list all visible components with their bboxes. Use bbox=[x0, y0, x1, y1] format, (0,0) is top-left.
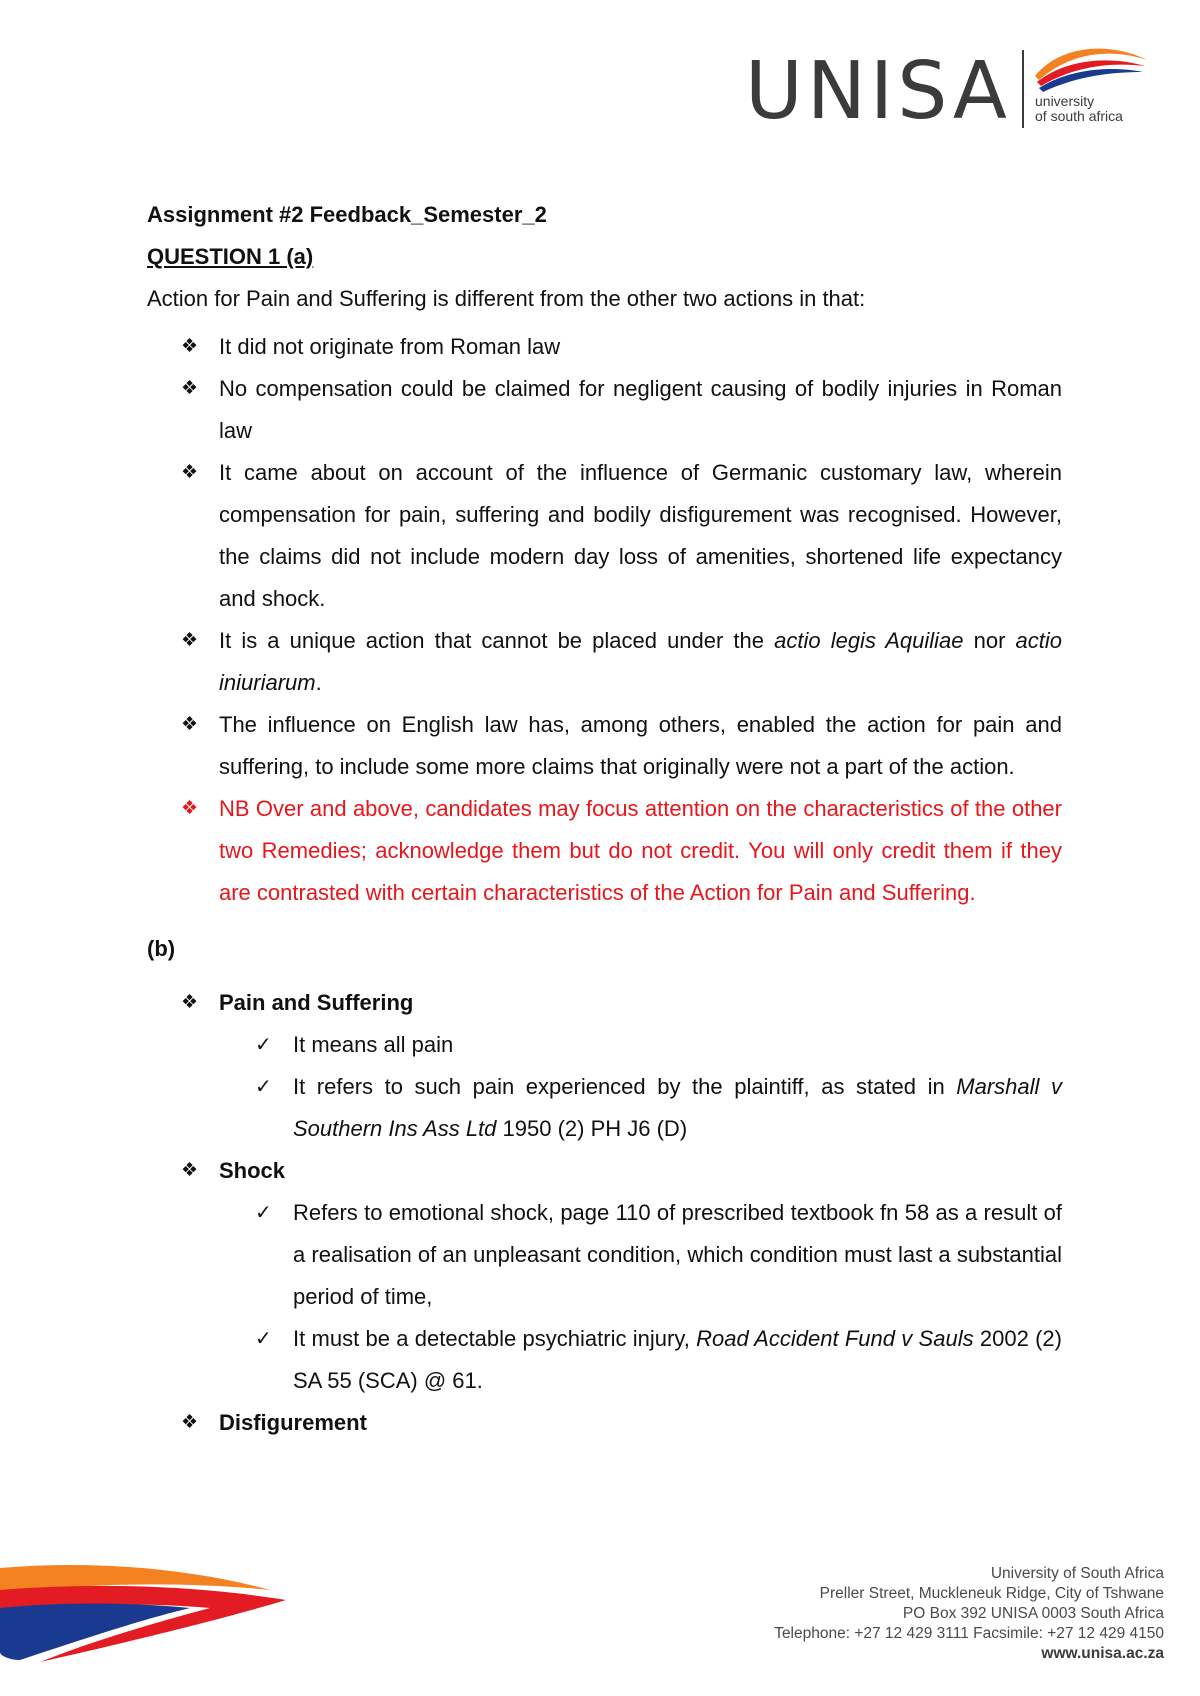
section-items bbox=[147, 1024, 1062, 1150]
list-item bbox=[219, 1192, 1062, 1318]
list-item bbox=[147, 326, 1062, 368]
logo-swoosh-icon bbox=[1031, 46, 1151, 92]
point-text: It did not originate from Roman law bbox=[219, 334, 561, 359]
footer-phone: Telephone: +27 12 429 3111 Facsimile: +27 12 429 4150 bbox=[774, 1625, 1164, 1642]
footer-street: Preller Street, Muckleneuk Ridge, City of Tshwane bbox=[819, 1585, 1164, 1602]
item-text: Refers to emotional shock, page 110 of prescribed textbook fn 58 as a result of a realisation of an unpleasant condition, which condition must last a substantial period of time, bbox=[293, 1200, 1062, 1309]
list-item bbox=[147, 368, 1062, 452]
question-1a-intro: Action for Pain and Suffering is different from the other two actions in that: bbox=[147, 286, 866, 311]
checkmark-icon: ✓ bbox=[255, 1328, 272, 1350]
section-heading: Pain and Suffering bbox=[219, 990, 414, 1015]
list-item bbox=[219, 1066, 1062, 1150]
item-text-pre: It refers to such pain experienced by the plaintiff, as stated in bbox=[293, 1074, 957, 1099]
point-text-pre: It is a unique action that cannot be placed under the bbox=[219, 628, 775, 653]
diamond-bullet-icon: ❖ bbox=[181, 462, 199, 483]
document-body bbox=[147, 194, 1062, 1444]
document-title: Assignment #2 Feedback_Semester_2 bbox=[147, 202, 547, 227]
footer-institution: University of South Africa bbox=[990, 1565, 1164, 1582]
section-shock bbox=[147, 1150, 1062, 1402]
point-text-mid: nor bbox=[963, 628, 1016, 653]
diamond-bullet-icon: ❖ bbox=[181, 992, 199, 1013]
logo-separator bbox=[1022, 50, 1024, 128]
diamond-bullet-icon: ❖ bbox=[181, 378, 199, 399]
logo-wordmark: UNISA bbox=[745, 45, 1011, 137]
question-1b-label: (b) bbox=[147, 936, 176, 961]
nb-note-item bbox=[147, 788, 1062, 914]
diamond-bullet-icon: ❖ bbox=[181, 1412, 199, 1433]
list-item bbox=[219, 1318, 1062, 1402]
section-pain-and-suffering bbox=[147, 982, 1062, 1150]
list-item bbox=[147, 620, 1062, 704]
list-item bbox=[147, 452, 1062, 620]
diamond-bullet-icon: ❖ bbox=[181, 1160, 199, 1181]
logo-subtitle bbox=[1035, 94, 1123, 124]
footer-po-box: PO Box 392 UNISA 0003 South Africa bbox=[902, 1605, 1164, 1622]
footer-address bbox=[774, 1564, 1164, 1664]
diamond-bullet-icon: ❖ bbox=[181, 336, 199, 357]
case-citation-italic: Marshall v Southern Ins Ass Ltd bbox=[293, 1074, 1062, 1141]
footer-website-link[interactable]: www.unisa.ac.za bbox=[1041, 1645, 1164, 1662]
section-items bbox=[147, 1192, 1062, 1402]
diamond-bullet-icon: ❖ bbox=[181, 630, 199, 651]
point-text: It came about on account of the influence of Germanic customary law, wherein compensation for pain, suffering and bodily disfigurement was recognised. However, the claims did not include modern day loss of amenities, shortened life expectancy and shock. bbox=[219, 460, 1062, 611]
section-disfigurement bbox=[147, 1402, 1062, 1444]
point-text-post: . bbox=[315, 670, 322, 695]
unisa-logo bbox=[745, 46, 1145, 136]
item-text: It means all pain bbox=[293, 1032, 454, 1057]
checkmark-icon: ✓ bbox=[255, 1076, 272, 1098]
point-text: The influence on English law has, among others, enabled the action for pain and suffering, to include some more claims that originally were not a part of the action. bbox=[219, 712, 1062, 779]
question-1b-list bbox=[147, 982, 1062, 1444]
section-heading: Disfigurement bbox=[219, 1410, 367, 1435]
item-text-pre: It must be a detectable psychiatric injury, bbox=[293, 1326, 697, 1351]
item-text-post: 2002 (2) SA 55 (SCA) @ 61. bbox=[293, 1326, 1062, 1393]
section-heading: Shock bbox=[219, 1158, 286, 1183]
list-item bbox=[219, 1024, 1062, 1066]
case-term-italic: actio iniuriarum bbox=[219, 628, 1062, 695]
question-1-heading: QUESTION 1 (a) bbox=[147, 244, 314, 269]
list-item bbox=[147, 704, 1062, 788]
point-text: No compensation could be claimed for negligent causing of bodily injuries in Roman law bbox=[219, 376, 1062, 443]
checkmark-icon: ✓ bbox=[255, 1034, 272, 1056]
diamond-bullet-icon: ❖ bbox=[181, 714, 199, 735]
diamond-bullet-icon: ❖ bbox=[181, 798, 199, 819]
item-text-post: 1950 (2) PH J6 (D) bbox=[496, 1116, 688, 1141]
nb-note-text: NB Over and above, candidates may focus attention on the characteristics of the other two Remedies; acknowledge them but do not credit. You will only credit them if they are contrasted with certain characteristics of the Action for Pain and Suffering. bbox=[219, 796, 1062, 905]
checkmark-icon: ✓ bbox=[255, 1202, 272, 1224]
logo-sub-line1: university bbox=[1035, 93, 1095, 109]
footer-swoosh-icon bbox=[0, 1560, 290, 1670]
question-1a-list bbox=[147, 326, 1062, 914]
case-citation-italic: Road Accident Fund v Sauls bbox=[696, 1326, 974, 1351]
logo-sub-line2: of south africa bbox=[1035, 108, 1123, 124]
case-term-italic: actio legis Aquiliae bbox=[774, 628, 964, 653]
